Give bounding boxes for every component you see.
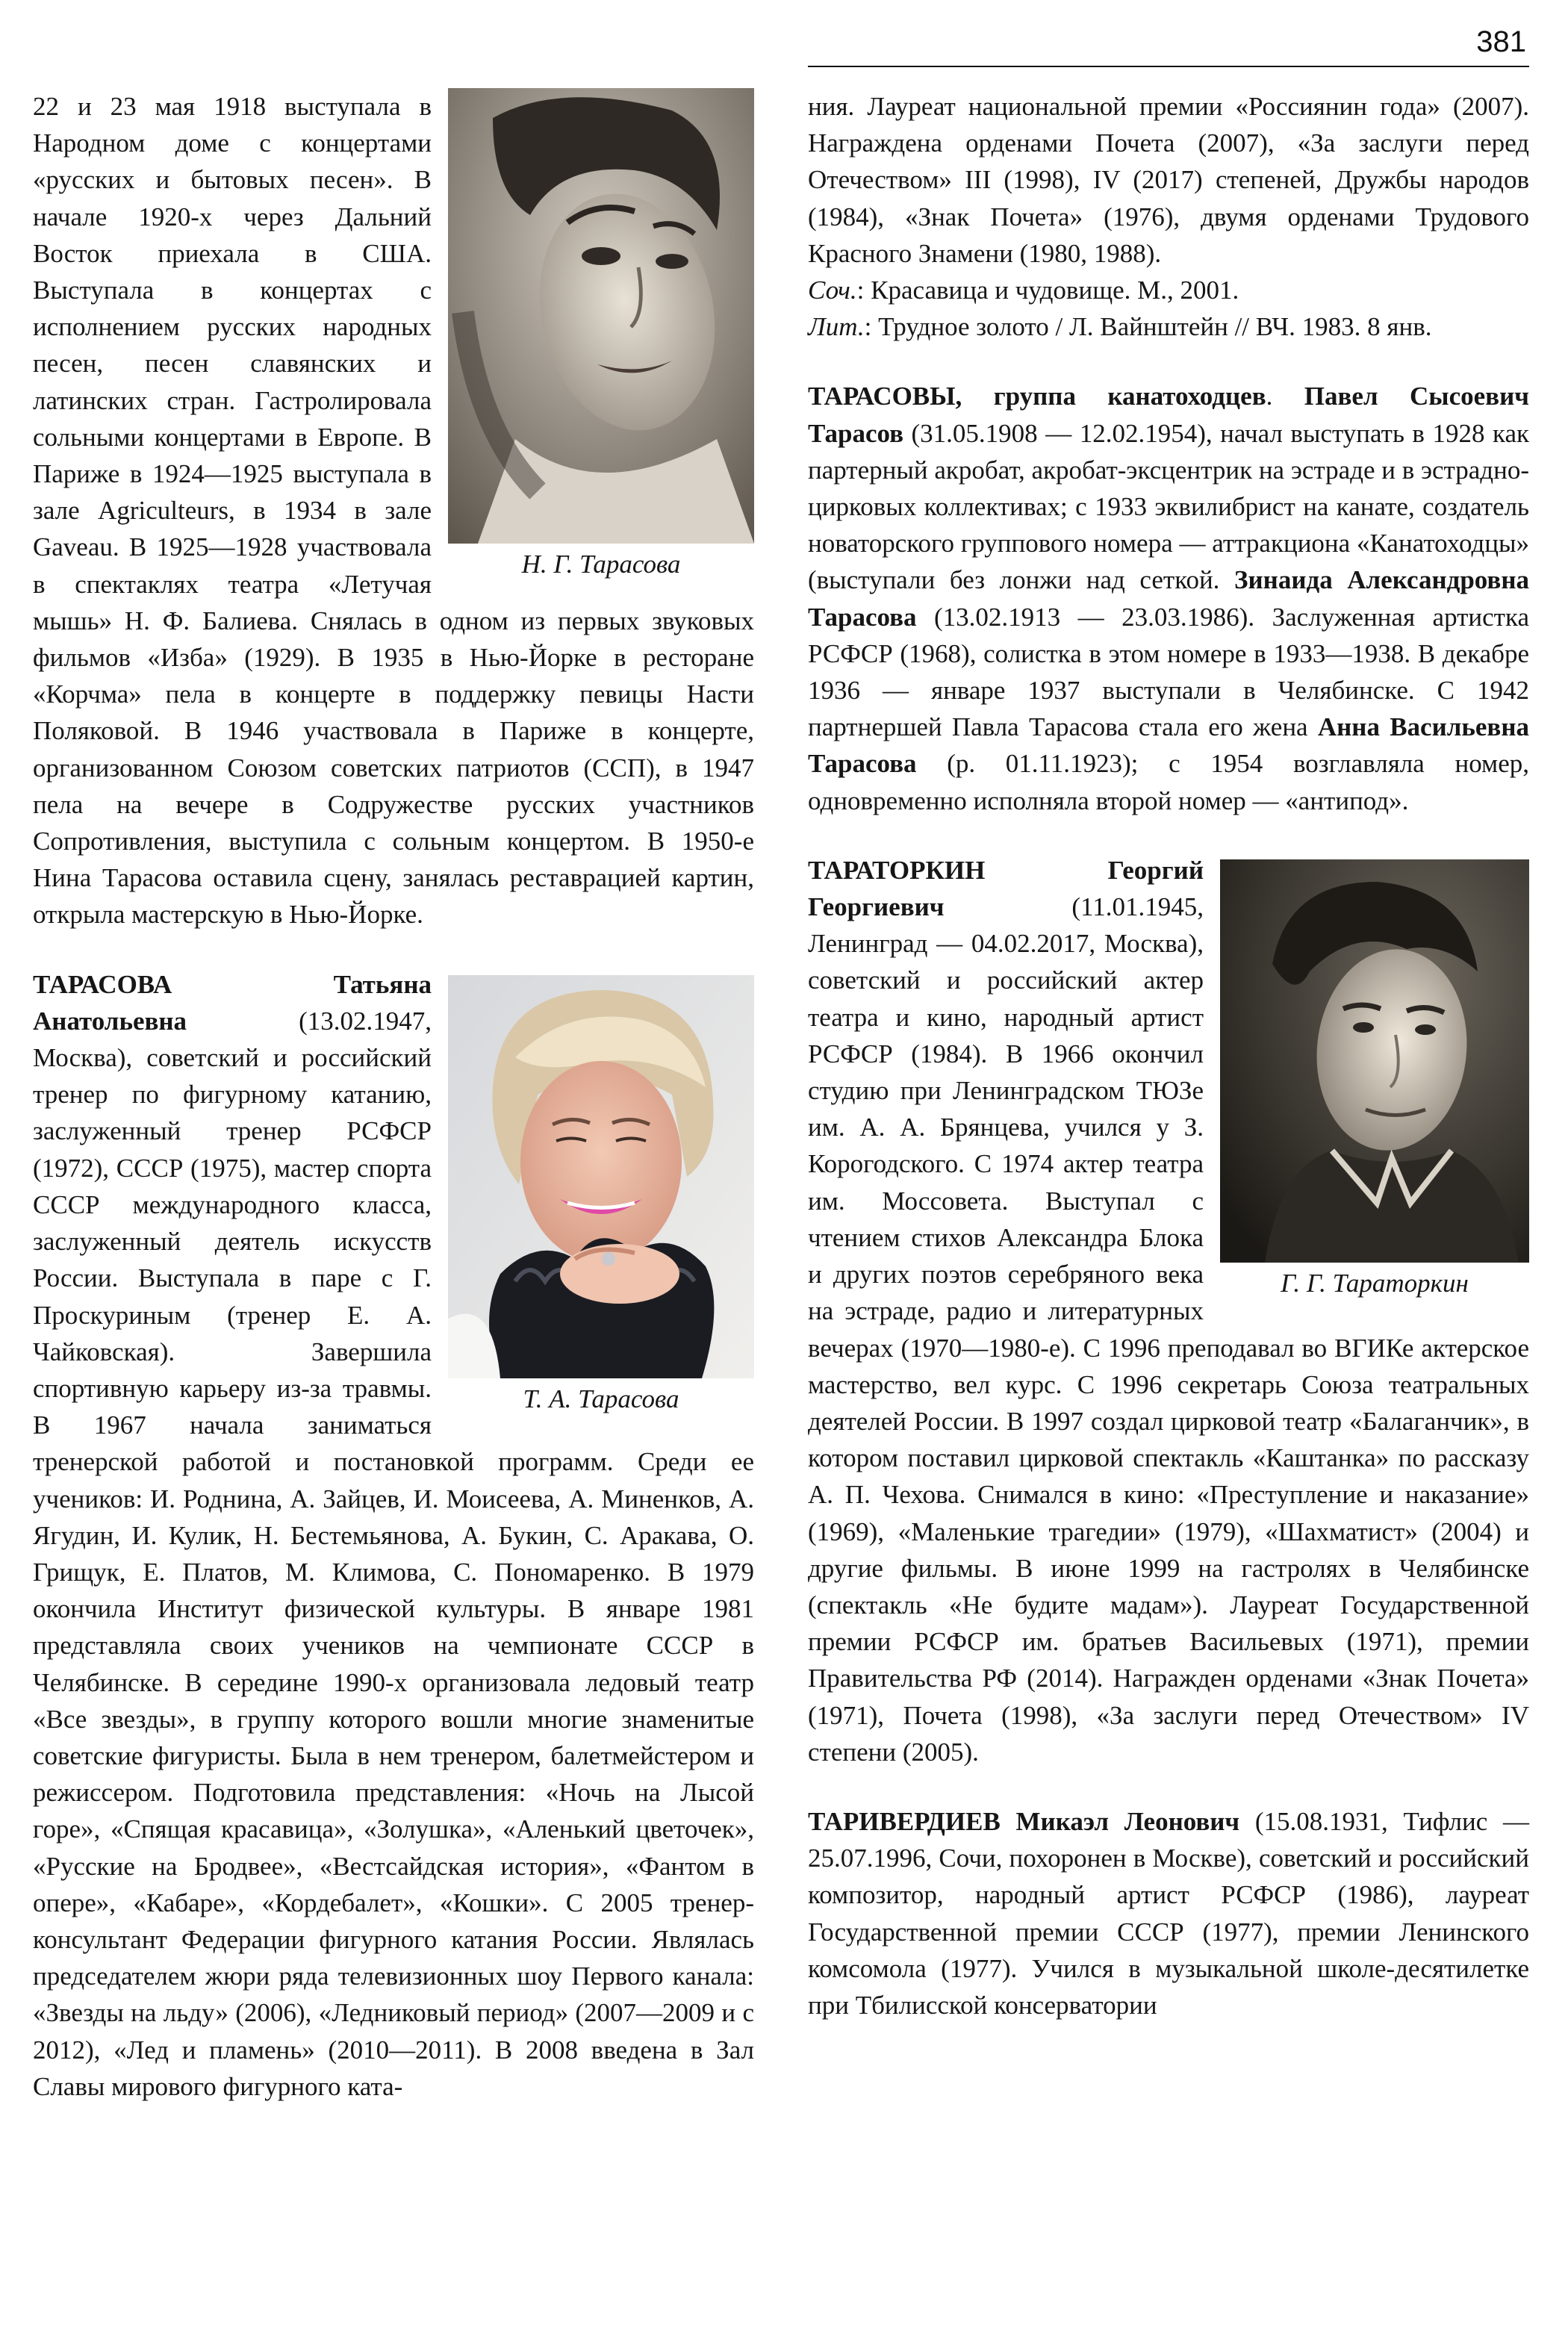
portrait-t-a-tarasova-image [448, 975, 754, 1378]
right-column [808, 88, 1529, 2023]
text-tariverdiev: (15.08.1931, Тифлис — 25.07.1996, Сочи, похоронен в Москве), советский и российский композитор, народный артист РСФСР (1986), лауреат Государственной премии СССР (1977), премии Ленинского комсомола (1977). Учился в музыкальной школе-десятилетке при Тбилисской консерватории [808, 1806, 1529, 2020]
paragraph-tatiana-continued: ния. Лауреат национальной премии «Россиянин года» (2007). Награждена орденами Почета (2007), «За заслуги перед Отечеством» III (1998), IV (2017) степеней, Дружбы народов (1984), «Знак Почета» (1976), двумя орденами Трудового Красного Знамени (1980, 1988). [808, 92, 1529, 268]
entry-tariverdiev-paragraph [808, 1803, 1529, 2023]
paragraph-lit [808, 308, 1529, 345]
left-column [33, 88, 754, 2105]
text-zinaida-tarasova: (13.02.1913 — 23.03.1986). Заслуженная артистка РСФСР (1968), солистка в этом номере в 1933—1938. В декабре 1936 — январе 1937 выступали в Челябинске. С 1942 партнершей Павла Тарасова стала его жена [808, 602, 1529, 742]
label-lit: Лит. [808, 312, 865, 342]
paragraph-soch [808, 272, 1529, 308]
entry-taratorkin [808, 852, 1529, 1770]
entry-headword-tarasova-tatiana: ТАРАСОВА Татьяна Анатольевна [33, 969, 432, 1036]
entry-tarasova-tatiana [33, 966, 754, 2105]
photo-caption-t-a-tarasova: Т. А. Тарасова [523, 1384, 679, 1413]
page-number: 381 [1476, 25, 1526, 58]
label-soch: Соч. [808, 276, 857, 305]
text-taratorkin: (11.01.1945, Ленинград — 04.02.2017, Москва), советский и российский актер театра и кино, народный артист РСФСР (1984). В 1966 окончил студию при Ленинградском ТЮЗе им. А. А. Брянцева, учился у З. Корогодского. С 1974 актер театра им. Моссовета. Выступал с чтением стихов Александра Блока и других поэтов серебряного века на эстраде, радио и литературных вечерах (1970—1980-е). С 1996 преподавал во ВГИКе актерское мастерство, вел курс. С 1996 секретарь Союза театральных деятелей России. В 1997 создал цирковой театр «Балаганчик», в котором поставил цирковой спектакль «Каштанка» по рассказу А. П. Чехова. Снимался в кино: «Преступление и наказание» (1969), «Маленькие трагедии» (1979), «Шахматист» (2004) и другие фильмы. В июне 1999 на гастролях в Челябинске (спектакль «Не будите мадам»). Лауреат Государственной премии РСФСР им. братьев Васильевых (1971), премии Правительства РФ (2014). Награжден орденами «Знак Почета» (1971), Почета (1998), «За заслуги перед Отечеством» IV степени (2005). [808, 892, 1529, 1767]
entry-tarasovy-dot: . [1266, 382, 1304, 411]
portrait-n-g-tarasova-image [448, 88, 754, 544]
header-rule [808, 66, 1529, 67]
name-anna-tarasova: Анна Васильевна Тарасова [808, 712, 1529, 779]
entry-headword-taratorkin: ТАРАТОРКИН Георгий Георгиевич [808, 855, 1204, 922]
entry-headword-tariverdiev: ТАРИВЕРДИЕВ Микаэл Леонович [808, 1806, 1240, 1836]
photo-n-g-tarasova [448, 88, 754, 581]
text-pavel-tarasov: (31.05.1908 — 12.02.1954), начал выступать в 1928 как партерный акробат, акробат-эксцентрик на эстраде и в эстрадно-цирковых коллективах; с 1933 эквилибрист на канате, создатель новаторского группового номера — аттракциона «Канатоходцы» (выступали без лонжи над сеткой. [808, 418, 1530, 595]
photo-caption-n-g-tarasova: Н. Г. Тарасова [521, 550, 681, 579]
name-zinaida-tarasova: Зинаида Александровна Тарасова [808, 565, 1529, 632]
paragraph-nina-tarasova-continued: 22 и 23 мая 1918 выступала в Народном доме с концертами «русских и бытовых песен». В начале 1920-х через Дальний Восток приехала в США. Выступала в концертах с исполнением русских народных песен, песен славянских и латинских стран. Гастролировала сольными концертами в Европе. В Париже в 1924—1925 выступала в зале Agriculteurs, в 1934 в зале Gaveau. В 1925—1928 участвовала в спектаклях театра «Летучая мышь» Н. Ф. Балиева. Снялась в одном из первых звуковых фильмов «Изба» (1929). В 1935 в Нью-Йорке в ресторане «Корчма» пела в концерте в поддержку певицы Насти Поляковой. В 1946 участвовала в Париже в концерте, организованном Союзом советских патриотов (ССП), в 1947 пела на вечере в Содружестве русских участников Сопротивления, выступила с сольным концертом. В 1950-е Нина Тарасова оставила сцену, занялась реставрацией картин, открыла мастерскую в Нью-Йорке. [33, 92, 754, 930]
text-anna-tarasova: (р. 01.11.1923); с 1954 возглавляла номер, одновременно исполняла второй номер — «антипод». [808, 749, 1529, 815]
name-pavel-tarasov: Павел Сысоевич Тарасов [808, 382, 1529, 448]
entry-tariverdiev [808, 1803, 1529, 2023]
entry-tarasovy-paragraph [808, 378, 1529, 818]
photo-t-a-tarasova [448, 975, 754, 1416]
text-soch: : Красавица и чудовище. М., 2001. [856, 276, 1239, 305]
photo-caption-g-g-taratorkin: Г. Г. Тараторкин [1281, 1268, 1469, 1298]
text-lit: : Трудное золото / Л. Вайнштейн // ВЧ. 1983. 8 янв. [864, 312, 1432, 342]
photo-g-g-taratorkin [1220, 859, 1529, 1300]
entry-tarasovy [808, 378, 1529, 818]
entry-text-tarasova-tatiana-date: (13.02.1947, Москва), советский и российский тренер по фигурному катанию, заслуженный тренер РСФСР (1972), СССР (1975), мастер спорта СССР международного класса, заслуженный деятель искусств России. Выступала в паре с Г. Проскуриным (тренер Е. А. Чайковская). Завершила спортивную карьеру из-за травмы. В 1967 начала заниматься тренерской работой и постановкой программ. Среди ее учеников: И. Роднина, А. Зайцев, И. Моисеева, А. Миненков, А. Ягудин, И. Кулик, Н. Бестемьянова, А. Букин, С. Аракава, О. Грищук, Е. Платов, М. Климова, С. Пономаренко. В 1979 окончила Институт физической культуры. В январе 1981 представляла своих учеников на чемпионате СССР в Челябинске. В середине 1990-х организовала ледовый театр «Все звезды», в группу которого вошли многие знаменитые советские фигуристы. Была в нем тренером, балетмейстером и режиссером. Подготовила представления: «Ночь на Лысой горе», «Спящая красавица», «Золушка», «Аленький цветочек», «Русские на Бродвее», «Вестсайдская история», «Фантом в опере», «Кабаре», «Кордебалет», «Кошки». С 2005 тренер-консультант Федерации фигурного катания России. Являлась председателем жюри ряда телевизионных шоу Первого канала: «Звезды на льду» (2006), «Ледниковый период» (2007—2009 и с 2012), «Лед и пламень» (2010—2011). В 2008 введена в Зал Славы мирового фигурного ката- [33, 1006, 754, 2101]
portrait-g-g-taratorkin-image [1220, 859, 1529, 1263]
entry-headword-tarasovy: ТАРАСОВЫ, группа канатоходцев [808, 382, 1266, 411]
